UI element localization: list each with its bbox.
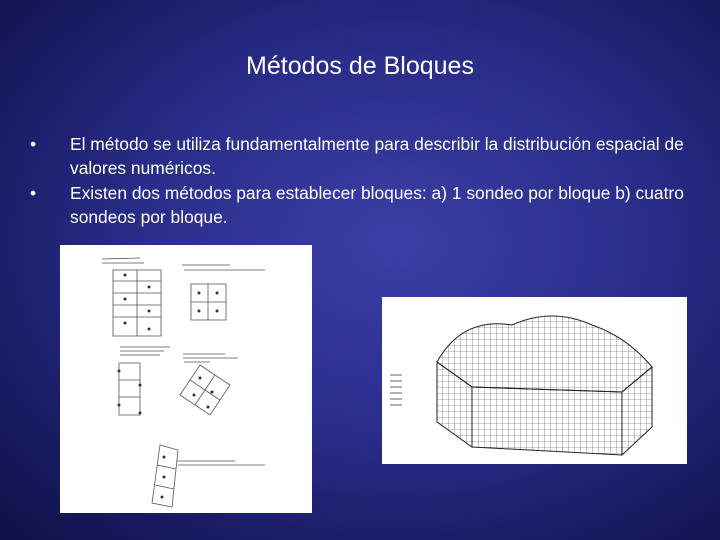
slide-title: Métodos de Bloques [246, 52, 474, 80]
bullet-icon: • [30, 134, 37, 154]
bullet-text: Existen dos métodos para establecer bloques: a) 1 sondeo por bloque b) cuatro sondeos por bloque. [70, 183, 684, 227]
block-methods-diagram [60, 245, 312, 513]
bullet-item [30, 181, 690, 229]
3d-block-model-illustration [382, 297, 687, 464]
bullet-icon: • [30, 183, 37, 203]
bullet-text: El método se utiliza fundamentalmente para describir la distribución espacial de valores numéricos. [70, 134, 684, 178]
bullet-item [30, 132, 690, 180]
bullet-list [30, 132, 690, 230]
